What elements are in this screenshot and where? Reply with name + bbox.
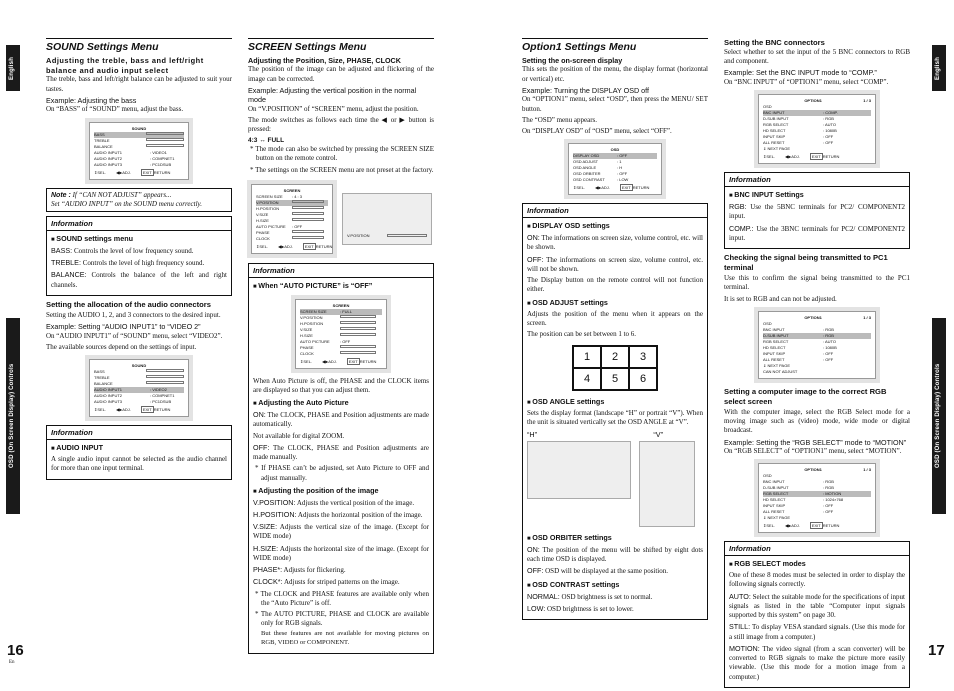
screen-osd-menu-2: [295, 299, 387, 369]
osd-row: CAN NOT ADJUST: [763, 368, 798, 374]
osd-row: ⇓ NEXT PAGE: [763, 515, 790, 521]
option1-intro: This sets the position of the menu, the display format (horizontal or vertical) etc.: [522, 65, 708, 83]
osd-footer: ⇕SEL. ◀▶ADJ. EXIT RETURN: [573, 185, 650, 191]
screen-note-n3: But these features are not available for moving pictures on RGB, VIDEO or COMPONENT.: [261, 630, 429, 647]
osd-row: BALANCE: [94, 144, 184, 150]
bnc-example-text: On “BNC INPUT” of “OPTION1” menu, select “COMP”.: [724, 77, 889, 86]
osd-row: H.POSITION: [300, 321, 382, 327]
osd-row: INPUT SKIP : OFF: [763, 350, 834, 356]
screen-subtitle: Adjusting the Position, Size, PHASE, CLOCK: [248, 55, 401, 65]
screen-note-n2: * The AUTO PICTURE, PHASE and CLOCK are available only for RGB signals.: [255, 610, 429, 628]
osd-row: ⇓ NEXT PAGE: [763, 362, 790, 368]
osd-row: DISPLAY OSD : OFF: [573, 153, 657, 159]
osd-row: BASS: [94, 132, 184, 138]
osd-row: SCREEN SIZE : FULL: [300, 309, 382, 315]
screen-note1: * The mode can also be switched by pressing the SCREEN SIZE button on the remote control.: [250, 145, 434, 163]
osd-row: OSD ADJUST : 1: [573, 159, 622, 165]
osd-row: HD SELECT : 1024×768: [763, 497, 844, 503]
screen-example: Example: Adjusting the vertical position in the normal mode: [248, 85, 417, 105]
option1-example-text3: On “DISPLAY OSD” of “OSD” menu, select “OFF”.: [522, 127, 672, 136]
osd-row: D-SUB INPUT : RGB: [763, 485, 834, 491]
option1-section: [522, 38, 708, 623]
info-heading: ■ RGB SELECT modes: [729, 559, 905, 570]
osd-row: V.POSITION: [300, 315, 382, 321]
pos-v: V.POSITION: Adjusts the vertical position of the image.: [253, 497, 415, 507]
osd-footer: ⇕SEL. ◀▶ADJ. EXIT RETURN: [763, 523, 840, 529]
screen-osd-menu-1: [251, 184, 333, 254]
osd-row: BASS: [94, 369, 184, 375]
osd-row: OSD ANGLE : H: [573, 165, 623, 171]
auto-picture-info-box: [248, 263, 434, 654]
pos-vsize: V.SIZE: Adjusts the vertical size of the image. (Except for WIDE mode): [253, 522, 429, 541]
language-tab-left: English: [6, 45, 20, 91]
osd-footer: ⇕SEL. ◀▶ADJ. EXIT RETURN: [256, 243, 333, 249]
osd-adjust-text2: The position can be set between 1 to 6.: [527, 329, 637, 338]
pos-h: H.POSITION: Adjusts the horizontal position of the image.: [253, 509, 423, 519]
rgb-motion: MOTION: The video signal (from a scan converter) will be converted to RGB signals to make the picture more easily viewable. (Use this mode for a motion image from a computer.): [729, 643, 905, 681]
osd-row: ALL RESET : OFF: [763, 509, 834, 515]
ap-on: ON: The CLOCK, PHASE and Position adjustments are made automatically.: [253, 410, 430, 429]
sound-intro: The treble, bass and left/right balance can be adjusted to suit your tastes.: [46, 75, 232, 93]
pos-clock: CLOCK*: Adjusts for striped patterns on the image.: [253, 577, 400, 587]
screen-example-text: On “V.POSITION” of “SCREEN” menu, adjust the position.: [248, 104, 419, 113]
osd-row: D-SUB INPUT : RGB: [763, 116, 834, 122]
osd-title: OSD: [610, 147, 620, 153]
screen-note2: * The settings on the SCREEN menu are not preset at the factory.: [250, 165, 434, 174]
osd-row: PHASE: [256, 230, 328, 236]
osd-row: AUDIO INPUT3 : PC1DSUB: [94, 161, 172, 167]
osd-row: H.SIZE: [256, 218, 328, 224]
screen-note-n1: * The CLOCK and PHASE features are available only when the “Auto Picture” is off.: [255, 589, 429, 607]
osd-row: ⇓ NEXT PAGE: [763, 146, 790, 152]
osd-row: AUDIO INPUT1 : VIDEO2: [94, 387, 184, 393]
pc1-check-text: Use this to confirm the signal being transmitted to the PC1 terminal.: [724, 274, 910, 292]
osd-angle-heading: ■ OSD ANGLE settings: [527, 397, 703, 408]
bnc-rgb: RGB: Use the 5BNC terminals for PC2/ COMPONENT2 input.: [729, 202, 905, 221]
display-osd-heading: ■ DISPLAY OSD settings: [527, 221, 703, 232]
osd-row: AUTO PICTURE : OFF: [256, 223, 303, 229]
rgb-still: STILL: To display VESA standard signals. (Use this mode for a still image from a computer.): [729, 622, 905, 641]
position-cell: 6: [629, 368, 657, 390]
osd-row: HD SELECT : 1080B: [763, 344, 837, 350]
osd-footer: ⇕SEL. ◀▶ADJ. EXIT RETURN: [94, 407, 171, 413]
sound-subtitle: Adjusting the treble, bass and left/right balance and audio input select: [46, 55, 204, 75]
osd-row: OSD: [763, 320, 772, 326]
osd-row: H.POSITION: [256, 206, 328, 212]
sound-section: [46, 38, 232, 483]
osd-row: ALL RESET : OFF: [763, 140, 834, 146]
rgb-auto: AUTO: Select the suitable mode for the specifications of input signals as listed in the table “Computer input signals supported by this system” on page 30.: [729, 591, 905, 620]
info-balance: BALANCE: Controls the balance of the left and right channels.: [51, 270, 227, 289]
option1-osd-menu-2: [758, 311, 876, 379]
auto-picture-text: When Auto Picture is off, the PHASE and the CLOCK items are displayed so that you can adjust them.: [253, 376, 429, 394]
sound-example2-text: On “AUDIO INPUT1” of “SOUND” menu, select “VIDEO2”.: [46, 331, 223, 340]
osd-row: HD SELECT : 1080B: [763, 128, 837, 134]
osd-info-box: [522, 203, 708, 620]
osd-row: TREBLE: [94, 375, 184, 381]
osd-title: SCREEN: [332, 302, 350, 308]
osd-row: RGB SELECT : AUTO: [763, 338, 837, 344]
option1-example-text: On “OPTION1” menu, select “OSD”, then press the MENU/ SET button.: [522, 95, 708, 113]
auto-picture-heading: ■ Adjusting the Auto Picture: [253, 398, 429, 409]
position-heading: ■ Adjusting the position of the image: [253, 486, 429, 497]
rgb-select-text: With the computer image, select the RGB Select mode for a moving image such as (video) mode, wide mode or digital broadcast.: [724, 407, 910, 435]
rgb-example-text: On “RGB SELECT” of “OPTION1” menu, select “MOTION”.: [724, 447, 902, 456]
bnc-section: [724, 38, 910, 691]
option1-osd-menu-3: [758, 463, 876, 533]
info-bass: BASS: Controls the level of low frequency sound.: [51, 245, 194, 255]
page-number-left: 16: [7, 642, 24, 659]
angle-h-figure: [527, 441, 631, 499]
sound-example2: Example: Setting “AUDIO INPUT1” to “VIDEO 2”: [46, 322, 201, 332]
display-osd-note: The Display button on the remote control will not function either.: [527, 276, 703, 294]
osd-row: CLOCK: [256, 236, 328, 242]
osd-adjust-heading: ■ OSD ADJUST settings: [527, 298, 703, 309]
position-cell: 5: [601, 368, 629, 390]
osd-row: AUTO PICTURE : OFF: [300, 338, 351, 344]
section-tab-right: OSD (On Screen Display) Controls: [932, 318, 946, 514]
screen-title: SCREEN Settings Menu: [248, 38, 434, 55]
info-title: Information: [725, 544, 909, 556]
osd-adjust-text: Adjusts the position of the menu when it appears on the screen.: [527, 309, 703, 327]
osd-footer: ⇕SEL. ◀▶ADJ. EXIT RETURN: [763, 154, 840, 160]
osd-row: V.SIZE: [300, 327, 382, 333]
osd-row: AUDIO INPUT1 : VIDEO1: [94, 149, 167, 155]
osd-title: OPTION1 1 / 3: [804, 314, 871, 320]
info-text: One of these 8 modes must be selected in order to display the following signals correctly.: [729, 571, 905, 589]
sound-osd-menu-1: [89, 122, 189, 180]
osd-row: RGB SELECT : AUTO: [763, 122, 837, 128]
osd-row: TREBLE: [94, 138, 184, 144]
osd-orbiter-heading: ■ OSD ORBITER settings: [527, 533, 703, 544]
sound-example1-text: On “BASS” of “SOUND” menu, adjust the bass.: [46, 105, 184, 114]
osd-row: RGB SELECT : MOTION: [763, 491, 871, 497]
screen-intro: The position of the image can be adjusted and flickering of the image can be corrected.: [248, 65, 434, 83]
osd-title: SOUND: [131, 125, 147, 131]
audio-input-info-box: [46, 425, 232, 479]
pos-phase: PHASE*: Adjusts for flickering.: [253, 565, 346, 575]
osd-title: SCREEN: [283, 187, 301, 193]
info-title: Information: [725, 175, 909, 187]
info-title: Information: [249, 266, 433, 278]
osd-row: V.SIZE: [256, 212, 328, 218]
option1-example-text2: The “OSD” menu appears.: [522, 115, 598, 124]
position-cell: 2: [601, 346, 629, 368]
pc1-check-title: Checking the signal being transmitted to PC1 terminal: [724, 253, 888, 273]
osd-position-grid: [572, 345, 658, 391]
sound-osd-menu-2: [89, 359, 189, 417]
info-title: Information: [523, 206, 707, 218]
angle-h-label: “H”: [527, 429, 537, 439]
rgb-select-title: Setting a computer image to the correct RGB select screen: [724, 386, 887, 406]
osd-title: OPTION1 1 / 3: [804, 98, 871, 104]
osd-row: INPUT SKIP : OFF: [763, 134, 834, 140]
osd-contrast-heading: ■ OSD CONTRAST settings: [527, 580, 703, 591]
osd-row: D-SUB INPUT : RGB: [763, 333, 871, 339]
osd-row: V.POSITION: [256, 200, 328, 206]
osd-row: H.SIZE: [300, 333, 382, 339]
osd-row: INPUT SKIP : OFF: [763, 503, 834, 509]
info-heading: ■ When “AUTO PICTURE” is “OFF”: [253, 281, 429, 292]
bnc-text: Select whether to set the input of the 5 BNC connectors to RGB and component.: [724, 48, 910, 66]
ap-off: OFF: The CLOCK, PHASE and Position adjustments are made manually.: [253, 442, 430, 462]
osd-row: BNC INPUT : COMP.: [763, 110, 871, 116]
info-text: A single audio input cannot be selected as the audio channel for more than one input terminal.: [51, 455, 227, 473]
info-heading: ■ BNC INPUT Settings: [729, 190, 905, 201]
sound-example2-text2: The available sources depend on the settings of input.: [46, 342, 197, 351]
osd-footer: ⇕SEL. ◀▶ADJ. EXIT RETURN: [94, 169, 171, 175]
screen-section: [248, 38, 434, 657]
position-cell: 4: [573, 368, 601, 390]
audio-alloc-title: Setting the allocation of the audio connectors: [46, 299, 211, 309]
option1-osd-menu-1: [758, 94, 876, 164]
vposition-bar: [387, 234, 427, 237]
sound-info-box: [46, 216, 232, 296]
display-osd-on: ON: The informations on screen size, volume control, etc. will be shown.: [527, 233, 704, 252]
ap-zoom: Not available for digital ZOOM.: [253, 431, 345, 440]
position-cell: 1: [573, 346, 601, 368]
info-heading: ■ AUDIO INPUT: [51, 443, 227, 454]
display-osd-off: OFF: The informations on screen size, volume control, etc. will not be shown.: [527, 254, 703, 273]
info-heading: ■ SOUND settings menu: [51, 234, 227, 245]
osd-row: OSD: [763, 104, 772, 110]
sound-example1: Example: Adjusting the bass: [46, 95, 137, 105]
osd-row: OSD: [763, 473, 772, 479]
rgb-select-info-box: [724, 541, 910, 688]
sound-title: SOUND Settings Menu: [46, 38, 232, 55]
info-treble: TREBLE: Controls the level of high frequency sound.: [51, 258, 205, 268]
bnc-comp: COMP.: Use the 3BNC terminals for PC2/ COMPONENT2 input.: [729, 223, 906, 242]
angle-v-label: “V”: [653, 429, 663, 439]
bnc-title: Setting the BNC connectors: [724, 38, 825, 47]
orbiter-on: ON: The position of the menu will be shifted by eight dots each time OSD is displayed.: [527, 544, 703, 564]
ap-note: * If PHASE can’t be adjusted, set Auto Picture to OFF and adjust manually.: [255, 464, 429, 482]
audio-alloc-text: Setting the AUDIO 1, 2, and 3 connectors to the desired input.: [46, 310, 221, 319]
pc1-check-text2: It is set to RGB and can not be adjusted.: [724, 294, 837, 303]
osd-row: BALANCE: [94, 381, 184, 387]
page-footer-code: En: [9, 660, 15, 665]
screen-modes: 4:3 ↔ FULL: [248, 136, 285, 144]
angle-figures: [527, 441, 703, 527]
info-title: Information: [47, 219, 231, 231]
osd-row: AUDIO INPUT3 : PC1DSUB: [94, 399, 172, 405]
osd-row: ALL RESET : OFF: [763, 356, 834, 362]
screen-example-text2: The mode switches as follows each time the ◀ or ▶ button is pressed:: [248, 116, 434, 134]
osd-row: OSD CONTRAST : LOW: [573, 177, 629, 183]
screen-figures: [248, 181, 434, 257]
bnc-info-box: [724, 172, 910, 249]
osd-row: PHASE: [300, 345, 382, 351]
angle-v-figure: [639, 441, 695, 527]
osd-row: CLOCK: [300, 351, 382, 357]
vposition-screen-figure: [342, 193, 432, 245]
option1-subtitle: Setting the on-screen display: [522, 55, 623, 65]
pos-hsize: H.SIZE: Adjusts the horizontal size of the image. (Except for WIDE mode): [253, 543, 429, 562]
section-tab-left: OSD (On Screen Display) Controls: [6, 318, 20, 514]
osd-row: SCREEN SIZE : 4 : 3: [256, 193, 303, 199]
sound-note: Note : If “CAN NOT ADJUST” appears... Set “AUDIO INPUT” on the SOUND menu correctly.: [46, 188, 232, 212]
osd-row: BNC INPUT : RGB: [763, 479, 834, 485]
option1-title: Option1 Settings Menu: [522, 38, 708, 55]
option1-example: Example: Turning the DISPLAY OSD off: [522, 85, 650, 95]
osd-menu: [568, 143, 662, 195]
contrast-low: LOW: OSD brightness is set to lower.: [527, 603, 634, 613]
rgb-example: Example: Setting the “RGB SELECT” mode to “MOTION”: [724, 437, 907, 447]
orbiter-off: OFF: OSD will be displayed at the same position.: [527, 566, 668, 576]
osd-title: SOUND: [131, 363, 147, 369]
osd-row: AUDIO INPUT2 : COMPNET1: [94, 393, 175, 399]
position-cell: 3: [629, 346, 657, 368]
osd-footer: ⇕SEL. ◀▶ADJ. EXIT RETURN: [300, 358, 377, 364]
info-title: Information: [47, 428, 231, 440]
osd-row: OSD ORBITER : OFF: [573, 171, 628, 177]
osd-title: OPTION1 1 / 3: [804, 467, 871, 473]
osd-row: BNC INPUT : RGB: [763, 326, 834, 332]
osd-angle-text: Sets the display format (landscape “H” or portrait “V”). When the unit is situated vertically set the OSD ANGLE at “V”.: [527, 409, 703, 427]
language-tab-right: English: [932, 45, 946, 91]
contrast-normal: NORMAL: OSD brightness is set to normal.: [527, 591, 653, 601]
bnc-example: Example: Set the BNC INPUT mode to “COMP.”: [724, 68, 877, 78]
osd-row: AUDIO INPUT2 : COMPNET1: [94, 155, 175, 161]
page-number-right: 17: [928, 642, 945, 659]
vposition-label: V.POSITION: [347, 232, 370, 238]
